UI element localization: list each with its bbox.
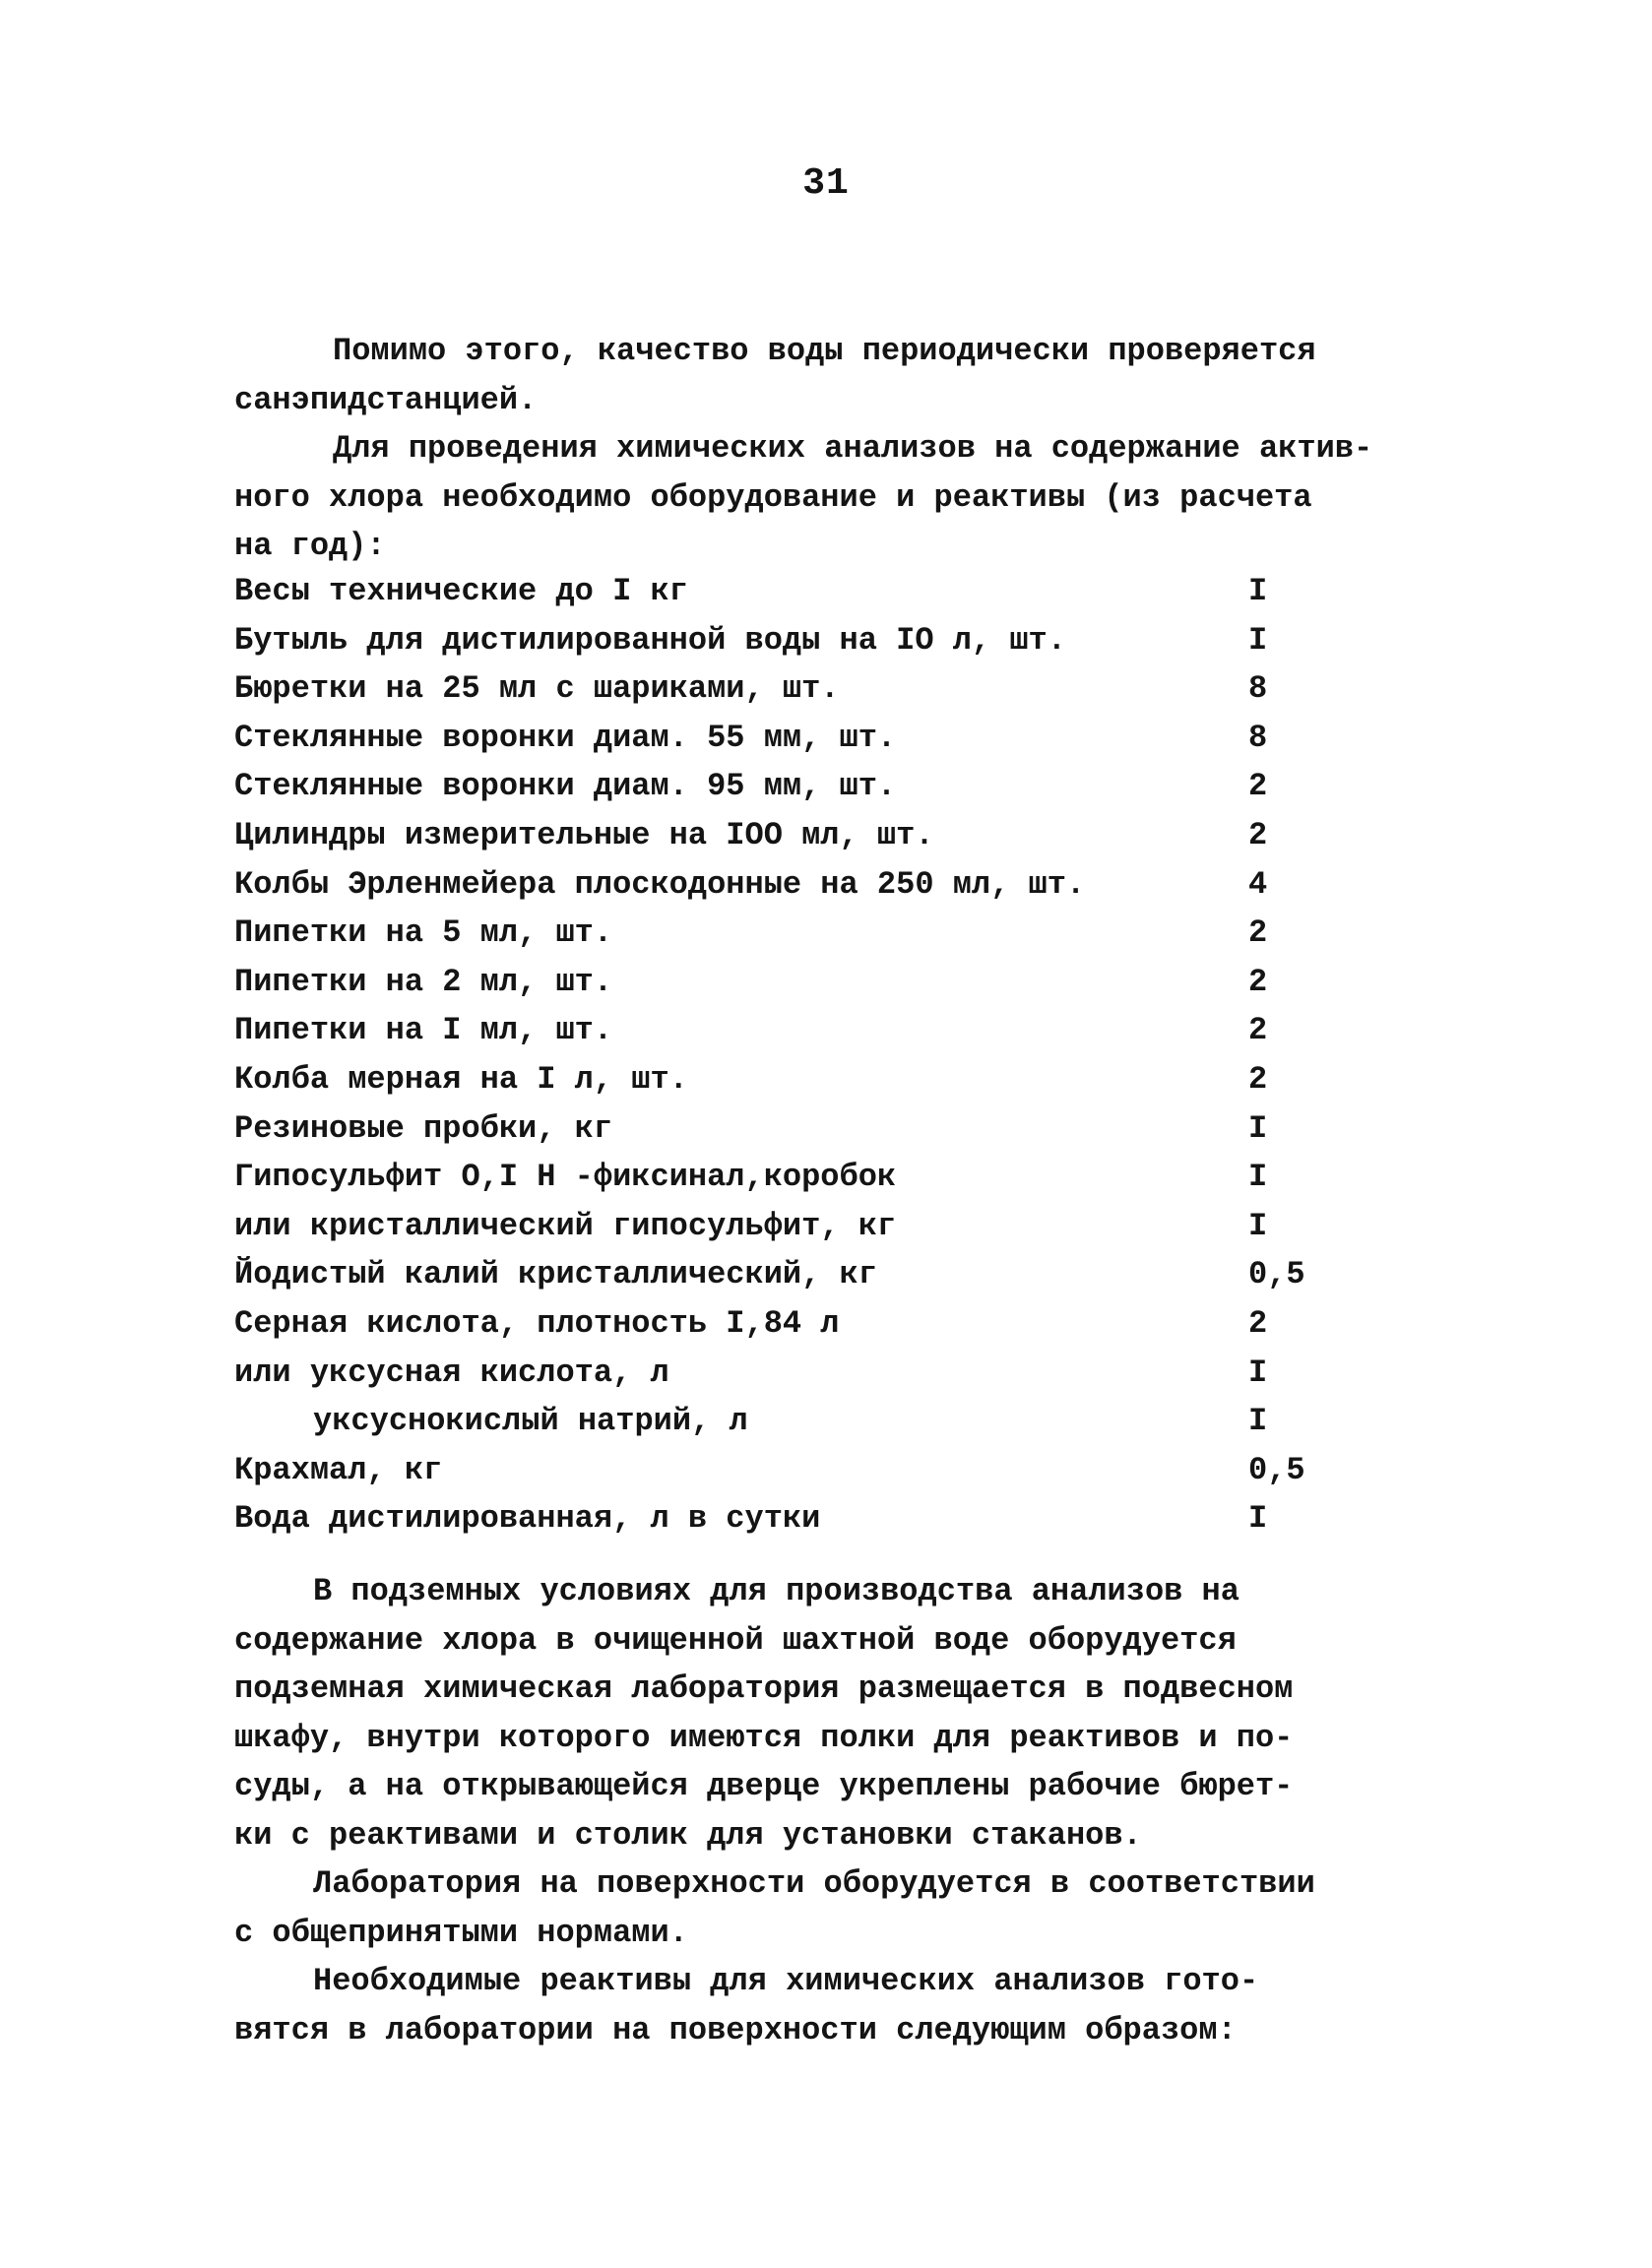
item-name: Пипетки на 5 мл, шт. [234,914,613,952]
list-item [234,1250,1337,1299]
item-quantity: I [1248,1403,1268,1440]
list-item [234,762,1337,811]
item-quantity: 2 [1248,914,1268,952]
list-item [234,1153,1337,1202]
item-quantity: I [1248,1500,1268,1538]
item-name: Колбы Эрленмейера плоскодонные на 250 мл, шт. [234,865,1086,903]
list-item [234,1397,1337,1446]
page-number: 31 [802,162,850,205]
list-item [234,1494,1337,1544]
list-item [234,909,1337,958]
item-name: Резиновые пробки, кг [234,1109,613,1147]
item-quantity: 8 [1248,670,1268,708]
list-item [234,1349,1337,1398]
item-name: Весы технические до I кг [234,573,688,609]
item-name: Колба мерная на I л, шт. [234,1060,688,1098]
item-name: Крахмал, кг [234,1451,443,1488]
item-name: или уксусная кислота, л [234,1354,669,1391]
item-name: Серная кислота, плотность I,84 л [234,1304,840,1342]
text-line: на год): [234,528,386,564]
item-name: Стеклянные воронки диам. 95 мм, шт. [234,768,897,805]
item-quantity: 2 [1248,1012,1268,1049]
item-name: Цилиндры измерительные на IOO мл, шт. [234,816,934,853]
item-quantity: I [1248,573,1268,609]
item-quantity: I [1248,1354,1268,1391]
item-quantity: 8 [1248,719,1268,756]
item-quantity: 2 [1248,963,1268,1000]
intro-text [234,327,1396,571]
item-name: Бутыль для дистилированной воды на IO л, шт. [234,621,1066,659]
item-quantity: 0,5 [1248,1256,1305,1293]
item-quantity: 0,5 [1248,1451,1305,1488]
text-line: Лаборатория на поверхности оборудуется в соответствии [313,1865,1315,1902]
text-line: Необходимые реактивы для химических анализов гото- [313,1963,1259,1999]
item-quantity: I [1248,621,1268,659]
item-name: или кристаллический гипосульфит, кг [234,1207,897,1244]
list-item [234,1006,1337,1055]
list-item [234,1055,1337,1104]
text-line: Для проведения химических анализов на содержание актив- [333,430,1373,467]
text-line: суды, а на открывающейся дверце укреплены рабочие бюрет- [234,1768,1294,1804]
list-item [234,811,1337,860]
list-item [234,616,1337,665]
text-line: шкафу, внутри которого имеются полки для реактивов и по- [234,1719,1294,1756]
list-item [234,1299,1337,1349]
list-item [234,958,1337,1007]
text-line: содержание хлора в очищенной шахтной воде оборудуется [234,1621,1237,1659]
item-name: Пипетки на 2 мл, шт. [234,963,613,1000]
item-quantity: I [1248,1159,1268,1196]
item-quantity: 2 [1248,1060,1268,1098]
item-quantity: I [1248,1207,1268,1244]
item-quantity: 2 [1248,768,1268,805]
item-name: Вода дистилированная, л в сутки [234,1500,821,1538]
item-quantity: I [1248,1109,1268,1147]
item-quantity: 4 [1248,865,1268,903]
bottom-text [234,1567,1396,2054]
text-line: ки с реактивами и столик для установки стаканов. [234,1816,1142,1854]
item-name: Бюретки на 25 мл с шариками, шт. [234,670,840,708]
item-name: Гипосульфит О,I Н -фиксинал,коробок [234,1159,897,1196]
equipment-list [234,567,1337,1544]
list-item [234,1202,1337,1251]
list-item [234,1446,1337,1495]
item-quantity: 2 [1248,816,1268,853]
item-name: уксуснокислый натрий, л [313,1403,748,1440]
list-item [234,664,1337,714]
item-name: Стеклянные воронки диам. 55 мм, шт. [234,719,897,756]
text-line: вятся в лаборатории на поверхности следующим образом: [234,2011,1237,2048]
text-line: ного хлора необходимо оборудование и реактивы (из расчета [234,478,1312,516]
item-quantity: 2 [1248,1304,1268,1342]
list-item [234,567,1337,616]
list-item [234,714,1337,763]
list-item [234,860,1337,910]
item-name: Пипетки на I мл, шт. [234,1012,613,1049]
text-line: с общепринятыми нормами. [234,1914,688,1951]
item-name: Йодистый калий кристаллический, кг [234,1256,877,1293]
list-item [234,1104,1337,1154]
text-line: Помимо этого, качество воды периодически проверяется [333,333,1316,369]
text-line: санэпидстанцией. [234,381,538,418]
text-line: подземная химическая лаборатория размещается в подвесном [234,1670,1294,1707]
text-line: В подземных условиях для производства анализов на [313,1573,1239,1609]
